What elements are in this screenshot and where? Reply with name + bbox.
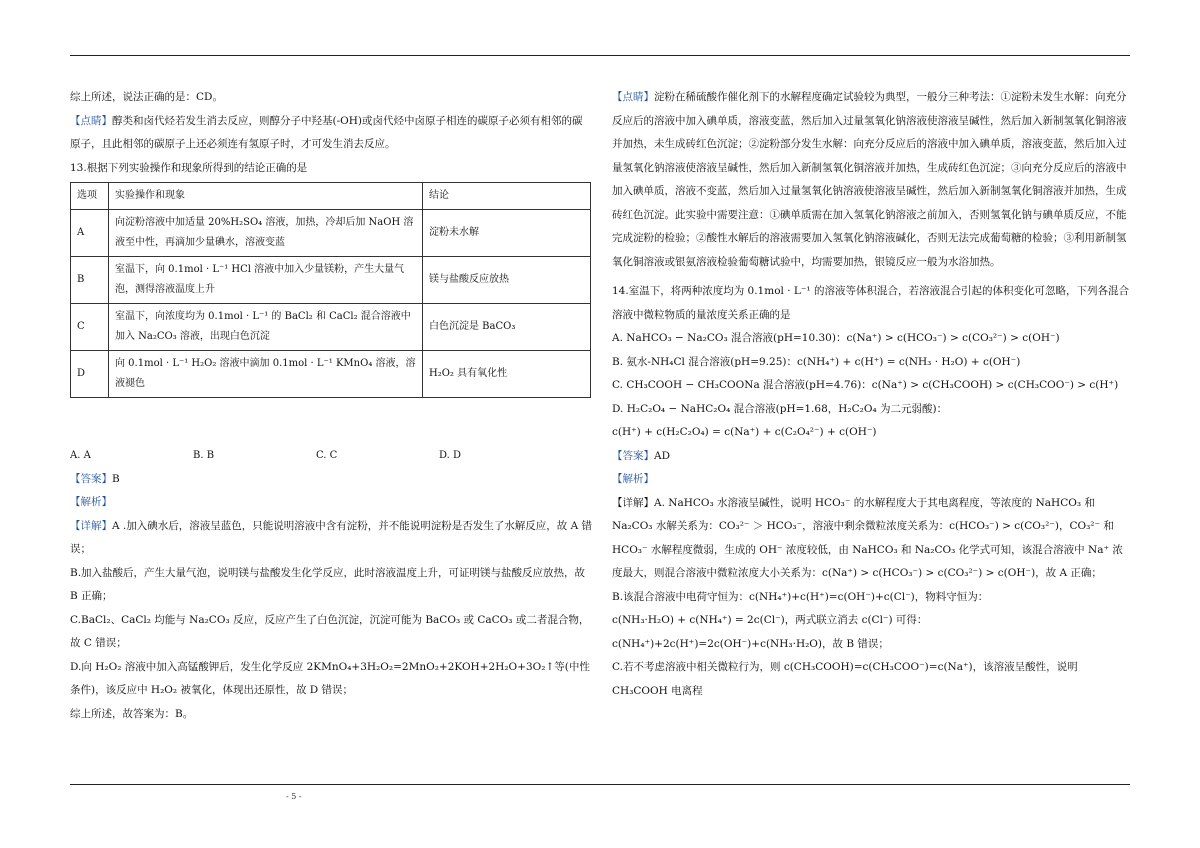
explanation-a <box>612 492 1132 586</box>
detail-tag: 【详解】 <box>612 496 654 509</box>
explanation-b2: c(NH₃·H₂O) + c(NH₄⁺) = 2c(Cl⁻)，两式联立消去 c(Cl⁻) 可得：c(NH₄⁺)+2c(H⁺)=2c(OH⁻)+c(NH₃·H₂O)，故 B 错误； <box>612 614 928 650</box>
option-d: D. D <box>439 450 462 461</box>
option-c: C. C <box>316 450 338 461</box>
header-conclusion: 结论 <box>423 183 591 210</box>
q14-option-b: B. 氨水-NH₄Cl 混合溶液(pH=9.25)：c(NH₄⁺) + c(H⁺) = c(NH₃ · H₂O) + c(OH⁻) <box>612 355 1021 368</box>
q14-option-d-formula: c(H⁺) + c(H₂C₂O₄) = c(Na⁺) + c(C₂O₄²⁻) + c(OH⁻) <box>612 426 877 438</box>
summary-line: 综上所述，故答案为：B。 <box>70 707 194 720</box>
conclusion-line: 综上所述，说法正确的是：CD。 <box>70 91 223 103</box>
row-option: D <box>71 351 109 398</box>
table-row <box>71 351 591 398</box>
answer-value: AD <box>654 449 671 462</box>
row-option: C <box>71 304 109 351</box>
tip-text: 醇类和卤代烃若发生消去反应，则醇分子中羟基(-OH)或卤代烃中卤原子相连的碳原子必须有相邻的碳原子，且此相邻的碳原子上还必须连有氢原子时，才可发生消去反应。 <box>70 114 583 150</box>
answer-options <box>70 444 592 468</box>
header-option: 选项 <box>71 183 109 210</box>
explanation-b1: B.该混合溶液中电荷守恒为：c(NH₄⁺)+c(H⁺)=c(OH⁻)+c(Cl⁻)，物料守恒为： <box>612 590 989 603</box>
tip-tag: 【点睛】 <box>612 91 654 103</box>
explanation-a-text: A .加入碘水后，溶液呈蓝色，只能说明溶液中含有淀粉，并不能说明淀粉是否发生了水解反应，故 A 错误； <box>70 519 593 555</box>
table-row <box>71 304 591 351</box>
question-14: 14.室温下，将两种浓度均为 0.1mol · L⁻¹ 的溶液等体积混合，若溶液混合引起的体积变化可忽略，下列各混合溶液中微粒物质的量浓度关系正确的是 <box>612 285 1129 321</box>
left-column <box>70 86 592 726</box>
answer-tag: 【答案】 <box>70 472 112 485</box>
header-operation: 实验操作和现象 <box>109 183 423 210</box>
answer-tag: 【答案】 <box>612 449 654 462</box>
detail-tag: 【详解】 <box>70 519 112 532</box>
tip-paragraph <box>612 86 1132 274</box>
answer-line <box>70 468 592 492</box>
analysis-tag: 【解析】 <box>70 496 112 508</box>
header-rule <box>70 55 1130 56</box>
option-b: B. B <box>193 450 215 461</box>
answer-line <box>612 445 1132 469</box>
table-row <box>71 257 591 304</box>
table-header-row <box>71 183 591 210</box>
row-operation: 向淀粉溶液中加适量 20%H₂SO₄ 溶液，加热，冷却后加 NaOH 溶液至中性，再滴加少量碘水，溶液变蓝 <box>109 210 423 257</box>
row-option: B <box>71 257 109 304</box>
explanation-c: C.BaCl₂、CaCl₂ 均能与 Na₂CO₃ 反应，反应产生了白色沉淀，沉淀可能为 BaCO₃ 或 CaCO₃ 或二者混合物，故 C 错误； <box>70 613 590 649</box>
row-operation: 室温下，向浓度均为 0.1mol · L⁻¹ 的 BaCl₂ 和 CaCl₂ 混合溶液中加入 Na₂CO₃ 溶液，出现白色沉淀 <box>109 304 423 351</box>
row-conclusion: 淀粉未水解 <box>423 210 591 257</box>
option-a: A. A <box>70 450 91 461</box>
q14-option-c: C. CH₃COOH − CH₃COONa 混合溶液(pH=4.76)：c(Na⁺) > c(CH₃COOH) > c(CH₃COO⁻) > c(H⁺) <box>612 379 1119 391</box>
answer-value: B <box>112 472 120 485</box>
row-conclusion: H₂O₂ 具有氧化性 <box>423 351 591 398</box>
explanation-d: D.向 H₂O₂ 溶液中加入高锰酸钾后，发生化学反应 2KMnO₄+3H₂O₂=2MnO₂+2KOH+2H₂O+3O₂↑等(中性条件)，该反应中 H₂O₂ 被氧化，体现出还原性，故 D 错误； <box>70 660 590 696</box>
analysis-tag: 【解析】 <box>612 473 654 485</box>
right-column <box>612 86 1132 703</box>
tip-text: 淀粉在稀硫酸作催化剂下的水解程度确定试验较为典型，一般分三种考法：①淀粉未发生水解：向充分反应后的溶液中加入碘单质，溶液变蓝，然后加入过量氢氧化钠溶液使溶液呈碱性，然后加入新制氢氧化铜溶液并加热，未生成砖红色沉淀；②淀粉部分发生水解：向充分反应后的溶液中加入碘单质，溶液变蓝，然后加入过量氢氧化钠溶液使溶液呈碱性，然后加入新制氢氧化铜溶液并加热，生成砖红色沉淀；③向充分反应后的溶液中加入碘单质，溶液不变蓝，然后加入过量氢氧化钠溶液使溶液呈碱性，然后加入新制氢氧化铜溶液并加热，生成砖红色沉淀。此实验中需要注意：①碘单质需在加入氢氧化钠溶液之前加入，否则氢氧化钠与碘单质反应，不能完成淀粉的检验；②酸性水解后的溶液需要加入氢氧化钠溶液碱化，否则无法完成葡萄糖的检验；③利用新制氢氧化铜溶液或银氨溶液检验葡萄糖试验中，均需要加热，银镜反应一般为水浴加热。 <box>612 91 1127 268</box>
row-operation: 室温下，向 0.1mol · L⁻¹ HCl 溶液中加入少量镁粉，产生大量气泡，测得溶液温度上升 <box>109 257 423 304</box>
explanation-a <box>70 515 592 562</box>
q14-option-a: A. NaHCO₃ − Na₂CO₃ 混合溶液(pH=10.30)：c(Na⁺) > c(HCO₃⁻) > c(CO₃²⁻) > c(OH⁻) <box>612 332 1060 344</box>
explanation-a-text: A. NaHCO₃ 水溶液呈碱性，说明 HCO₃⁻ 的水解程度大于其电离程度，等浓度的 NaHCO₃ 和 Na₂CO₃ 水解关系为：CO₃²⁻ ＞ HCO₃⁻，溶液中剩余微粒浓度关系为：c(HCO₃⁻) > c(CO₃²⁻)，CO₃²⁻ 和 HCO₃⁻ 水解程度微弱，生成的 OH⁻ 浓度较低，由 NaHCO₃ 和 Na₂CO₃ 化学式可知，该混合溶液中 Na⁺ 浓度最大，则混合溶液中微粒浓度大小关系为：c(Na⁺) > c(HCO₃⁻) > c(CO₃²⁻) > c(OH⁻)，故 A 正确； <box>612 496 1123 579</box>
table-row <box>71 210 591 257</box>
explanation-c: C.若不考虑溶液中相关微粒行为，则 c(CH₃COOH)=c(CH₃COO⁻)=c(Na⁺)，该溶液呈酸性，说明 CH₃COOH 电离程 <box>612 661 1078 697</box>
footer-rule <box>70 784 1130 785</box>
tip-tag: 【点睛】 <box>70 114 112 127</box>
q14-option-d: D. H₂C₂O₄ − NaHC₂O₄ 混合溶液(pH=1.68，H₂C₂O₄ 为二元弱酸)： <box>612 402 948 415</box>
row-option: A <box>71 210 109 257</box>
experiment-table <box>70 182 591 398</box>
tip-paragraph <box>70 110 592 157</box>
explanation-b: B.加入盐酸后，产生大量气泡，说明镁与盐酸发生化学反应，此时溶液温度上升，可证明镁与盐酸反应放热，故 B 正确； <box>70 566 586 602</box>
row-conclusion: 白色沉淀是 BaCO₃ <box>423 304 591 351</box>
row-operation: 向 0.1mol · L⁻¹ H₂O₂ 溶液中滴加 0.1mol · L⁻¹ KMnO₄ 溶液，溶液褪色 <box>109 351 423 398</box>
question-13: 13.根据下列实验操作和现象所得到的结论正确的是 <box>70 161 308 174</box>
row-conclusion: 镁与盐酸反应放热 <box>423 257 591 304</box>
page-number: - 5 - <box>286 792 302 801</box>
